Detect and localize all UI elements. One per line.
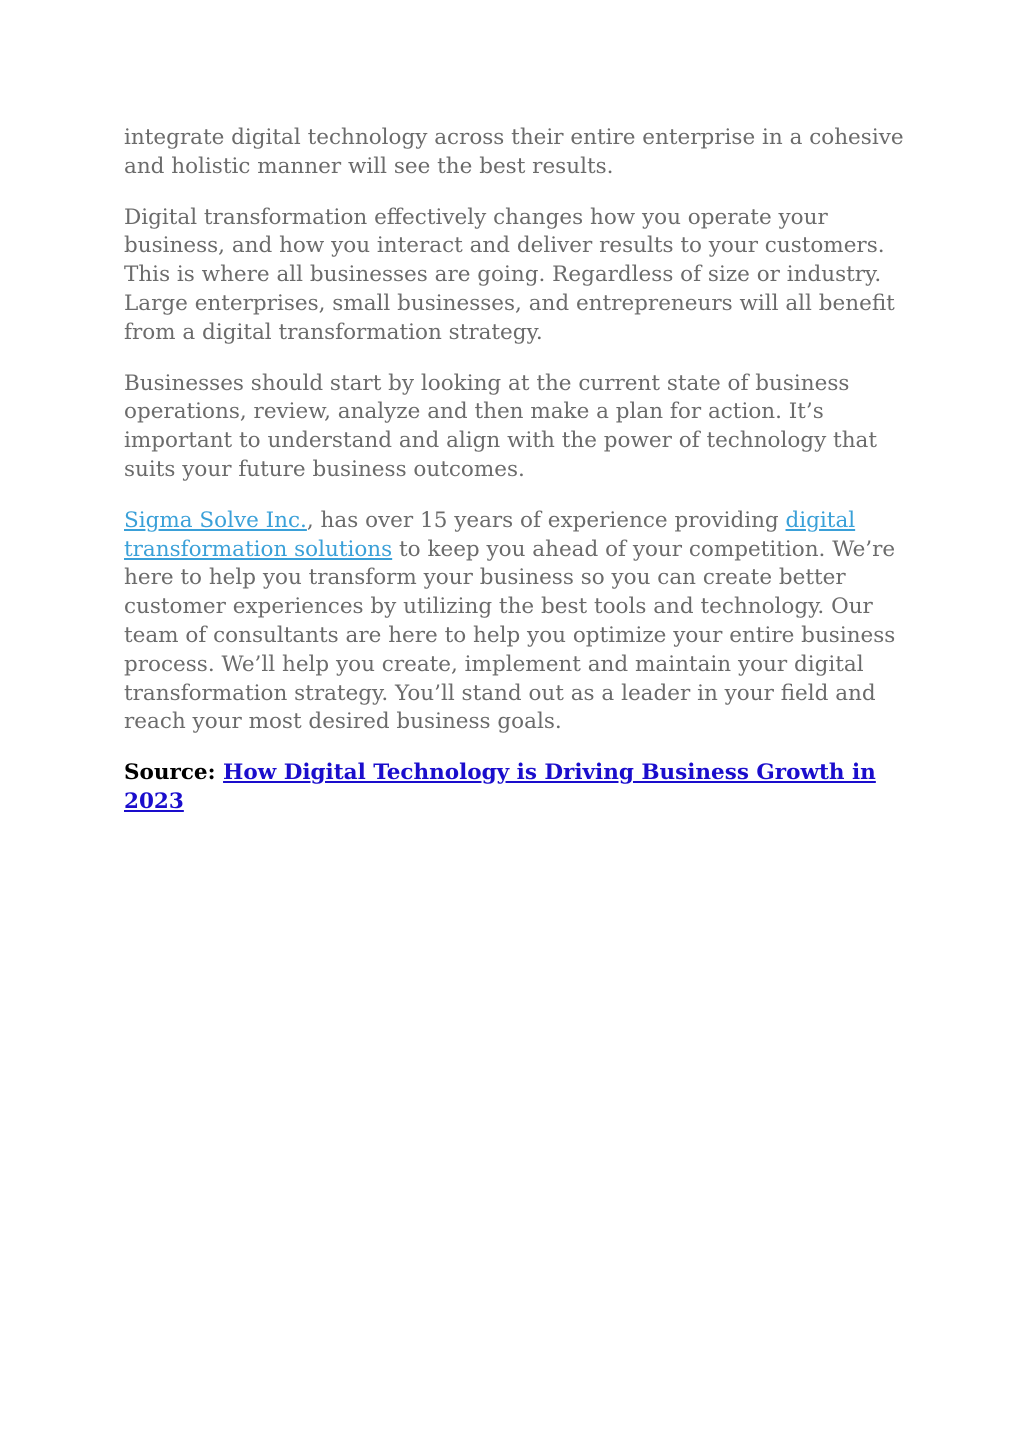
paragraph-businesses-start: Businesses should start by looking at the current state of business operations, review, analyze and then make a plan for action. It’s important to understand and align with the power of technology that suits your future business outcomes. bbox=[124, 370, 877, 482]
document-page bbox=[124, 124, 914, 839]
sigma-solve-link[interactable]: Sigma Solve Inc. bbox=[124, 507, 307, 533]
paragraph-digital-transformation: Digital transformation effectively changes how you operate your business, and how you interact and deliver results to your customers. This is where all businesses are going. Regardless of size or industry. Large enterprises, small businesses, and entrepreneurs will all benefit from a digital transformation strategy. bbox=[124, 204, 895, 345]
source-article-link[interactable]: How Digital Technology is Driving Business Growth in 2023 bbox=[124, 760, 876, 814]
digital-transformation-solutions-link[interactable]: digital transformation solutions bbox=[124, 507, 856, 562]
source-label: Source: bbox=[124, 760, 216, 786]
source-line bbox=[124, 759, 914, 817]
sigma-solve-text-2: to keep you ahead of your competition. We’re here to help you transform your business so you can create better customer experiences by utilizing the best tools and technology. Our team of consultants are here to help you optimize your entire business process. We’ll help you create, implement and maintain your digital transformation strategy. You’ll stand out as a leader in your field and reach your most desired business goals. bbox=[124, 536, 896, 735]
sigma-solve-text-1: , has over 15 years of experience providing bbox=[306, 507, 786, 533]
paragraph-intro: integrate digital technology across their entire enterprise in a cohesive and holistic manner will see the best results. bbox=[124, 125, 904, 179]
paragraph-sigma-solve bbox=[124, 507, 914, 737]
